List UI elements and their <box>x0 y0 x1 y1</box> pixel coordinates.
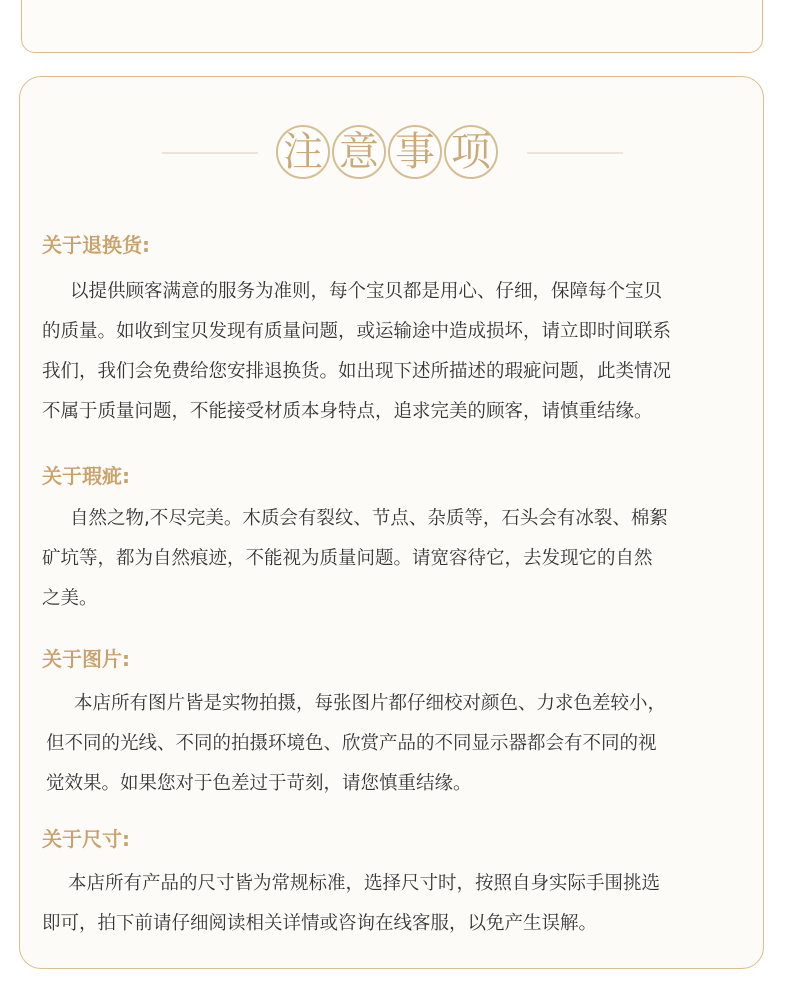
title-char-1: 注 <box>276 125 330 179</box>
returns-line-4: 不属于质量问题，不能接受材质本身特点，追求完美的顾客，请慎重结缘。 <box>42 401 653 422</box>
returns-line-2: 的质量。如收到宝贝发现有质量问题，或运输途中造成损坏，请立即时间联系 <box>42 321 672 342</box>
title-divider-left <box>162 152 258 154</box>
photos-line-3: 觉效果。如果您对于色差过于苛刻，请您慎重结缘。 <box>46 773 472 794</box>
section-heading-photos: 关于图片: <box>42 647 130 671</box>
section-heading-size: 关于尺寸: <box>42 827 130 851</box>
section-line <box>42 272 742 432</box>
section-line <box>42 499 742 619</box>
title-chars <box>276 124 516 184</box>
section-line <box>42 684 742 804</box>
photos-line-1: 本店所有图片皆是实物拍摄，每张图片都仔细校对颜色、力求色差较小， <box>74 693 667 714</box>
top-card <box>21 0 763 53</box>
section-line <box>42 864 742 944</box>
flaws-line-2: 矿坑等，都为自然痕迹，不能视为质量问题。请宽容待它，去发现它的自然 <box>42 548 653 569</box>
flaws-line-1: 自然之物,不尽完美。木质会有裂纹、节点、杂质等，石头会有冰裂、棉絮 <box>70 508 668 529</box>
title-char-3: 事 <box>388 125 442 179</box>
size-line-2: 即可，拍下前请仔细阅读相关详情或咨询在线客服，以免产生误解。 <box>42 913 598 934</box>
section-heading-flaws: 关于瑕疵: <box>42 464 130 488</box>
size-line-1: 本店所有产品的尺寸皆为常规标准，选择尺寸时，按照自身实际手围挑选 <box>68 873 661 894</box>
returns-line-1: 以提供顾客满意的服务为准则，每个宝贝都是用心、仔细，保障每个宝贝 <box>70 281 663 302</box>
title-char-2: 意 <box>332 125 386 179</box>
section-heading-returns: 关于退换货: <box>42 233 150 257</box>
title-char-4: 项 <box>444 125 498 179</box>
photos-line-2: 但不同的光线、不同的拍摄环境色、欣赏产品的不同显示器都会有不同的视 <box>46 733 657 754</box>
flaws-line-3: 之美。 <box>42 588 98 609</box>
notice-title <box>0 124 790 184</box>
title-divider-right <box>527 152 623 154</box>
returns-line-3: 我们，我们会免费给您安排退换货。如出现下述所描述的瑕疵问题，此类情况 <box>42 361 672 382</box>
